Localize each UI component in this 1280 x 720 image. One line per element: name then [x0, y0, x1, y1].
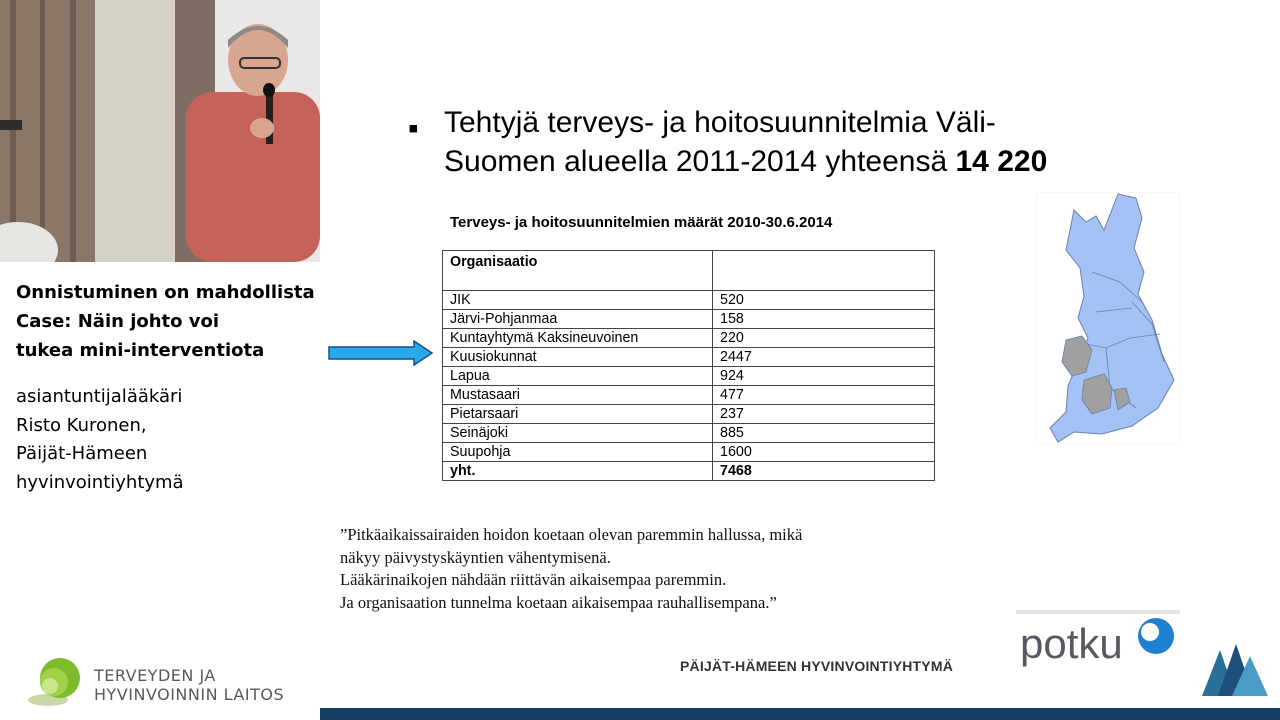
talk-title: Onnistuminen on mahdollista Case: Näin johto voi tukea mini-interventiota [16, 282, 315, 361]
thl-leaf-icon [26, 656, 86, 710]
slide-headline: Tehtyjä terveys- ja hoitosuunnitelmia Väli- Suomen alueella 2011-2014 yhteensä 14 220 [444, 106, 1048, 178]
arrow-right-icon [328, 340, 434, 366]
table-row: Järvi-Pohjanmaa 158 [443, 310, 935, 329]
footer-organisation: PÄIJÄT-HÄMEEN HYVINVOINTIYHTYMÄ [680, 658, 953, 674]
table-total-row: yht. 7468 [443, 462, 935, 481]
bullet-marker: ▪ [408, 112, 419, 145]
table-row: Lapua 924 [443, 367, 935, 386]
speaker-video [0, 0, 320, 262]
slide [320, 0, 1280, 720]
table-row: JIK 520 [443, 291, 935, 310]
table-row: Kuntayhtymä Kaksineuvoinen 220 [443, 329, 935, 348]
table-title: Terveys- ja hoitosuunnitelmien määrät 2010-30.6.2014 [450, 214, 833, 231]
table-row: Pietarsaari 237 [443, 405, 935, 424]
quote-text: ”Pitkäaikaissairaiden hoidon koetaan olevan paremmin hallussa, mikä näkyy päivystyskäyntien vähentymisenä. Lääkärinaikojen nähdään riittävän aikaisempaa paremmin. Ja organisaation tunnelma koetaan aikaisempaa rauhallisempana.” [340, 525, 803, 613]
table-header-row: Organisaatio [443, 251, 935, 291]
speaker-info: asiantuntijalääkäri Risto Kuronen, Päijät-Hämeen hyvinvointiyhtymä [16, 386, 184, 493]
table-row: Mustasaari 477 [443, 386, 935, 405]
potku-logo [1016, 608, 1180, 672]
table-row-highlighted: Kuusiokunnat 2447 [443, 348, 935, 367]
potku-logo-text: potku [1020, 620, 1123, 667]
speaker-video-frame [0, 0, 320, 262]
presentation-info [16, 278, 316, 497]
organisation-table [442, 250, 935, 481]
mountains-logo-icon [1202, 642, 1268, 696]
headline-total: 14 220 [955, 144, 1048, 178]
finland-map [1036, 192, 1180, 444]
table-row: Suupohja 1600 [443, 443, 935, 462]
bottom-bar [320, 708, 1280, 720]
thl-logo: TERVEYDEN JA HYVINVOINNIN LAITOS [26, 656, 316, 710]
table-row: Seinäjoki 885 [443, 424, 935, 443]
